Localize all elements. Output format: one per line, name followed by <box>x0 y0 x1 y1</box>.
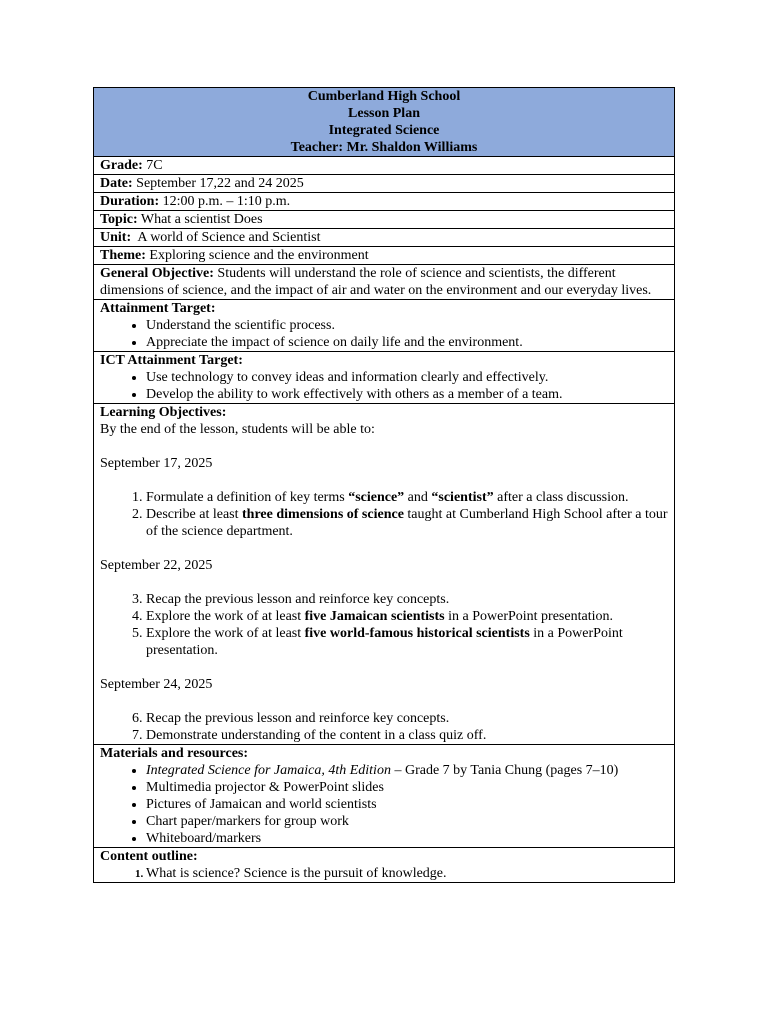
list-item: • Use technology to convey ideas and information clearly and effectively. <box>146 369 668 386</box>
teacher-name: Teacher: Mr. Shaldon Williams <box>290 140 478 155</box>
list-item: • Whiteboard/markers <box>146 830 668 847</box>
content-outline-row <box>94 848 675 883</box>
list-item: • Chart paper/markers for group work <box>146 813 668 830</box>
unit-row <box>94 229 675 247</box>
attainment-target-row <box>94 300 675 352</box>
attainment-list <box>100 317 668 351</box>
date-label: Date: <box>100 176 133 191</box>
materials-label: Materials and resources: <box>100 746 249 761</box>
ict-target-label: ICT Attainment Target: <box>100 353 243 368</box>
duration-row <box>94 193 675 211</box>
document-type: Lesson Plan <box>348 106 420 121</box>
list-item: • Develop the ability to work effectively with others as a member of a team. <box>146 386 668 403</box>
objective-item: 7. Demonstrate understanding of the content in a class quiz off. <box>146 727 668 744</box>
session-date-2: September 22, 2025 <box>100 558 213 573</box>
objective-item: 3. Recap the previous lesson and reinforce key concepts. <box>146 591 668 608</box>
objective-item: 6. Recap the previous lesson and reinforce key concepts. <box>146 710 668 727</box>
attainment-target-label: Attainment Target: <box>100 301 216 316</box>
topic-value: What a scientist Does <box>137 212 263 227</box>
learning-objectives-label: Learning Objectives: <box>100 405 227 420</box>
learning-intro: By the end of the lesson, students will be able to: <box>100 422 375 437</box>
learning-objectives-row <box>94 404 675 745</box>
session-date-1: September 17, 2025 <box>100 456 213 471</box>
grade-label: Grade: <box>100 158 143 173</box>
content-outline-list <box>100 865 668 882</box>
list-item: • Integrated Science for Jamaica, 4th Edition – Grade 7 by Tania Chung (pages 7–10) <box>146 762 668 779</box>
grade-value: 7C <box>142 158 163 173</box>
duration-label: Duration: <box>100 194 160 209</box>
textbook-title: Integrated Science for Jamaica, 4th Edition <box>146 763 391 778</box>
objectives-list-2 <box>100 591 668 659</box>
objectives-list-1 <box>100 489 668 540</box>
general-objective-label: General Objective: <box>100 266 214 281</box>
unit-label: Unit: <box>100 230 132 245</box>
content-outline-label: Content outline: <box>100 849 198 864</box>
objective-item: 4. Explore the work of at least five Jamaican scientists in a PowerPoint presentation. <box>146 608 668 625</box>
theme-row <box>94 247 675 265</box>
header-row <box>94 88 675 157</box>
general-objective-row <box>94 265 675 300</box>
topic-label: Topic: <box>100 212 138 227</box>
session-date-3: September 24, 2025 <box>100 677 213 692</box>
list-item: • Appreciate the impact of science on daily life and the environment. <box>146 334 668 351</box>
school-name: Cumberland High School <box>307 89 461 104</box>
outline-item: 1. What is science? Science is the pursuit of knowledge. <box>146 865 668 882</box>
general-objective-text: Students will understand the role of science and scientists, the different dimensions of science, and the impact of air and water on the environment and our everyday lives. <box>100 266 652 298</box>
objectives-list-3 <box>100 710 668 744</box>
ict-target-row <box>94 352 675 404</box>
ict-list <box>100 369 668 403</box>
materials-row <box>94 745 675 848</box>
date-row <box>94 175 675 193</box>
theme-label: Theme: <box>100 248 146 263</box>
objective-item: 5. Explore the work of at least five world-famous historical scientists in a PowerPoint presentation. <box>146 625 668 659</box>
materials-list <box>100 762 668 847</box>
duration-value: 12:00 p.m. – 1:10 p.m. <box>159 194 291 209</box>
theme-value: Exploring science and the environment <box>145 248 369 263</box>
objective-item: 1. Formulate a definition of key terms “science” and “scientist” after a class discussion. <box>146 489 668 506</box>
lesson-plan-table <box>93 87 675 883</box>
list-item: • Pictures of Jamaican and world scientists <box>146 796 668 813</box>
topic-row <box>94 211 675 229</box>
grade-row <box>94 157 675 175</box>
date-value: September 17,22 and 24 2025 <box>132 176 304 191</box>
objective-item: 2. Describe at least three dimensions of science taught at Cumberland High School after a tour of the science department. <box>146 506 668 540</box>
unit-value: A world of Science and Scientist <box>131 230 321 245</box>
lesson-plan-header <box>94 88 675 157</box>
subject-name: Integrated Science <box>328 123 440 138</box>
list-item: • Multimedia projector & PowerPoint slides <box>146 779 668 796</box>
list-item: • Understand the scientific process. <box>146 317 668 334</box>
